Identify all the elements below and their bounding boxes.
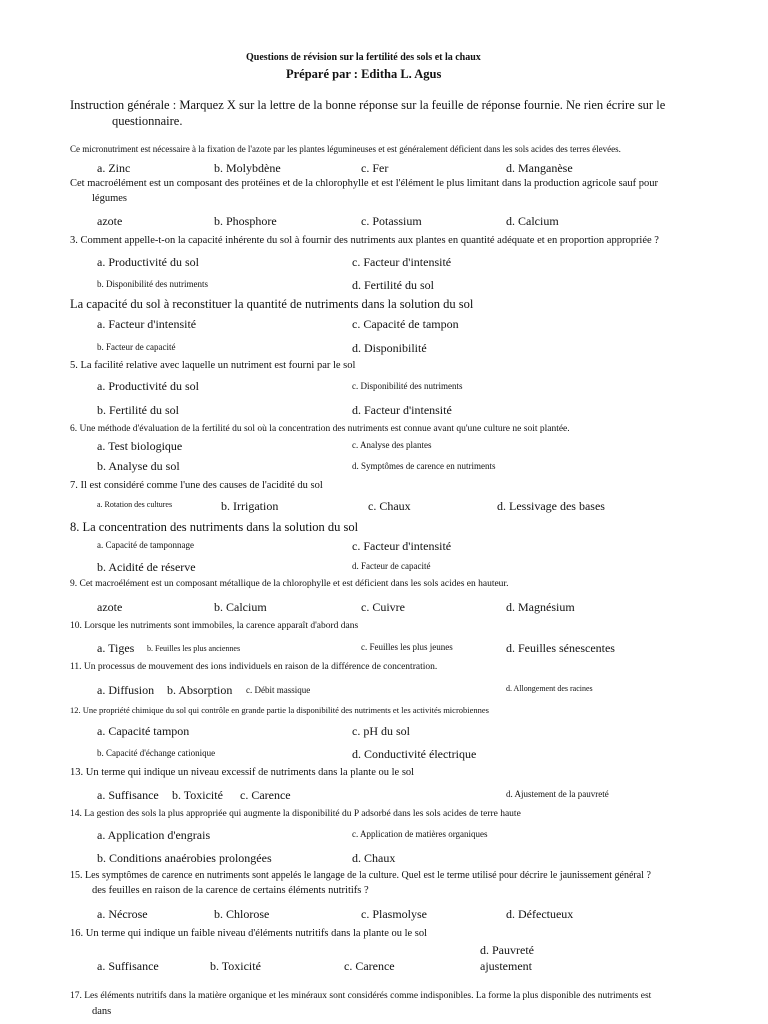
question-5-stem: 5. La facilité relative avec laquelle un nutriment est fourni par le sol <box>70 360 356 371</box>
q12-option-a: a. Capacité tampon <box>97 724 190 738</box>
q15-option-d: d. Défectueux <box>506 907 574 921</box>
instruction-line-2: questionnaire. <box>112 114 183 128</box>
q13-option-a: a. Suffisance <box>97 788 159 802</box>
q15-option-c: c. Plasmolyse <box>361 907 427 921</box>
q14-option-a: a. Application d'engrais <box>97 828 211 842</box>
question-7-stem: 7. Il est considéré comme l'une des causes de l'acidité du sol <box>70 480 323 491</box>
q12-option-b: b. Capacité d'échange cationique <box>97 748 216 758</box>
q4-option-d: d. Disponibilité <box>352 341 427 355</box>
q6-option-b: b. Analyse du sol <box>97 459 180 473</box>
document-title: Questions de révision sur la fertilité des sols et la chaux <box>246 52 481 63</box>
q10-option-b: b. Feuilles les plus anciennes <box>147 644 241 653</box>
question-1-stem: Ce micronutriment est nécessaire à la fixation de l'azote par les plantes légumineuses et est généralement déficient dans les sols acides des terres élevées. <box>70 144 621 154</box>
question-15-stem: 15. Les symptômes de carence en nutriments sont appelés le langage de la culture. Quel est le terme utilisé pour décrire le jaunissement général ? <box>70 870 651 881</box>
q14-option-c: c. Application de matières organiques <box>352 829 488 839</box>
q5-option-c: c. Disponibilité des nutriments <box>352 381 463 391</box>
q9-option-d: d. Magnésium <box>506 600 575 614</box>
question-16-stem: 16. Un terme qui indique un faible niveau d'éléments nutritifs dans la plante ou le sol <box>70 928 428 939</box>
q5-option-a: a. Productivité du sol <box>97 379 199 393</box>
q10-option-d: d. Feuilles sénescentes <box>506 641 615 655</box>
question-2-stem: Cet macroélément est un composant des protéines et de la chlorophylle et est l'élément le plus limitant dans la production agricole sauf pour <box>70 178 658 189</box>
q9-option-c: c. Cuivre <box>361 600 405 614</box>
q10-option-a: a. Tiges <box>97 641 135 655</box>
q8-option-b: b. Acidité de réserve <box>97 560 196 574</box>
q15-option-b: b. Chlorose <box>214 907 270 921</box>
q15-option-a: a. Nécrose <box>97 907 148 921</box>
question-3-stem: 3. Comment appelle-t-on la capacité inhérente du sol à fournir des nutriments aux plantes en quantité adéquate et en proportion appropriée ? <box>70 235 659 246</box>
q11-option-d: d. Allongement des racines <box>506 684 593 693</box>
q7-option-c: c. Chaux <box>368 499 411 513</box>
q3-option-c: c. Facteur d'intensité <box>352 255 452 269</box>
q16-option-a: a. Suffisance <box>97 959 159 973</box>
q12-option-d: d. Conductivité électrique <box>352 747 477 761</box>
q8-option-c: c. Facteur d'intensité <box>352 539 452 553</box>
q9-option-b: b. Calcium <box>214 600 267 614</box>
q4-option-c: c. Capacité de tampon <box>352 317 459 331</box>
q5-option-b: b. Fertilité du sol <box>97 403 179 417</box>
q9-option-a: azote <box>97 600 123 614</box>
question-4-stem: La capacité du sol à reconstituer la quantité de nutriments dans la solution du sol <box>70 297 474 311</box>
q1-option-d: d. Manganèse <box>506 161 573 175</box>
q2-option-d: d. Calcium <box>506 214 559 228</box>
q7-option-b: b. Irrigation <box>221 499 279 513</box>
q13-option-d: d. Ajustement de la pauvreté <box>506 789 609 799</box>
q1-option-b: b. Molybdène <box>214 161 281 175</box>
q6-option-d: d. Symptômes de carence en nutriments <box>352 461 496 471</box>
question-10-stem: 10. Lorsque les nutriments sont immobiles, la carence apparaît d'abord dans <box>70 621 359 631</box>
q7-option-d: d. Lessivage des bases <box>497 499 605 513</box>
q16-option-b: b. Toxicité <box>210 959 261 973</box>
q7-option-a: a. Rotation des cultures <box>97 500 173 509</box>
q3-option-b: b. Disponibilité des nutriments <box>97 279 208 289</box>
q4-option-a: a. Facteur d'intensité <box>97 317 197 331</box>
q6-option-a: a. Test biologique <box>97 439 183 453</box>
q13-option-b: b. Toxicité <box>172 788 223 802</box>
q16-option-d-cont: ajustement <box>480 959 532 973</box>
q8-option-a: a. Capacité de tamponnage <box>97 540 194 550</box>
question-8-stem: 8. La concentration des nutriments dans la solution du sol <box>70 520 359 534</box>
q11-option-a: a. Diffusion <box>97 683 155 697</box>
q2-option-c: c. Potassium <box>361 214 422 228</box>
q16-option-d: d. Pauvreté <box>480 943 534 957</box>
q10-option-c: c. Feuilles les plus jeunes <box>361 642 453 652</box>
question-12-stem: 12. Une propriété chimique du sol qui contrôle en grande partie la disponibilité des nutriments et les activités microbiennes <box>70 705 489 715</box>
question-11-stem: 11. Un processus de mouvement des ions individuels en raison de la différence de concentration. <box>70 662 438 672</box>
q3-option-a: a. Productivité du sol <box>97 255 199 269</box>
q3-option-d: d. Fertilité du sol <box>352 278 434 292</box>
question-6-stem: 6. Une méthode d'évaluation de la fertilité du sol où la concentration des nutriments est connue avant qu'une culture ne soit plantée. <box>70 424 570 434</box>
q11-option-b: b. Absorption <box>167 683 233 697</box>
question-17-stem: 17. Les éléments nutritifs dans la matière organique et les minéraux sont considérés comme indisponibles. La forme la plus disponible des nutriments est <box>70 991 652 1001</box>
question-9-stem: 9. Cet macroélément est un composant métallique de la chlorophylle et est déficient dans les sols acides en hauteur. <box>70 579 509 589</box>
q14-option-d: d. Chaux <box>352 851 396 865</box>
q2-option-a: azote <box>97 214 123 228</box>
question-13-stem: 13. Un terme qui indique un niveau excessif de nutriments dans la plante ou le sol <box>70 767 415 778</box>
q4-option-b: b. Facteur de capacité <box>97 342 176 352</box>
question-17-stem-cont: dans <box>92 1006 112 1017</box>
q14-option-b: b. Conditions anaérobies prolongées <box>97 851 272 865</box>
author-line: Préparé par : Editha L. Agus <box>286 67 442 81</box>
question-15-stem-cont: des feuilles en raison de la carence de certains éléments nutritifs ? <box>92 885 369 896</box>
q16-option-c: c. Carence <box>344 959 395 973</box>
q2-option-b: b. Phosphore <box>214 214 277 228</box>
question-2-stem-cont: légumes <box>92 193 127 204</box>
q1-option-a: a. Zinc <box>97 161 131 175</box>
q11-option-c: c. Débit massique <box>246 685 311 695</box>
instruction-line-1: Instruction générale : Marquez X sur la lettre de la bonne réponse sur la feuille de réponse fournie. Ne rien écrire sur le <box>70 98 666 112</box>
question-14-stem: 14. La gestion des sols la plus appropriée qui augmente la disponibilité du P adsorbé dans les sols acides de terre haute <box>70 809 521 819</box>
q8-option-d: d. Facteur de capacité <box>352 561 431 571</box>
q13-option-c: c. Carence <box>240 788 291 802</box>
q1-option-c: c. Fer <box>361 161 389 175</box>
q12-option-c: c. pH du sol <box>352 724 410 738</box>
q6-option-c: c. Analyse des plantes <box>352 440 432 450</box>
q5-option-d: d. Facteur d'intensité <box>352 403 452 417</box>
